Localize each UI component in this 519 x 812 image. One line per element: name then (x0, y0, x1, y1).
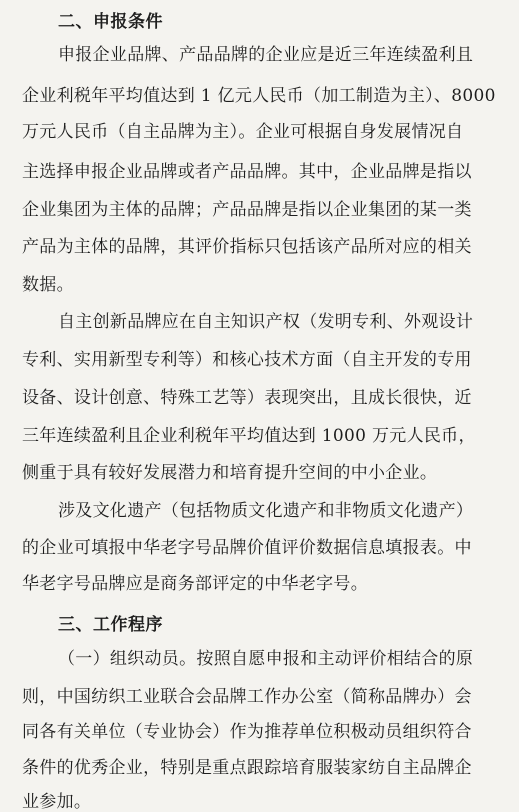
text-line: 则，中国纺织工业联合会品牌工作办公室（简称品牌办）会 (22, 687, 472, 707)
text-line: 涉及文化遗产（包括物质文化遗产和非物质文化遗产） (58, 501, 474, 521)
text-line: 产品为主体的品牌，其评价指标只包括该产品所对应的相关 (22, 237, 472, 257)
text-line: 申报企业品牌、产品品牌的企业应是近三年连续盈利且 (58, 45, 474, 65)
section-heading-procedure: 三、工作程序 (58, 615, 163, 635)
text-line: 侧重于具有较好发展潜力和培育提升空间的中小企业。 (22, 463, 438, 483)
text-line: 数据。 (22, 275, 74, 295)
text-line: 业参加。 (22, 792, 92, 812)
text-line: 企业利税年平均值达到 1 亿元人民币（加工制造为主）、8000 (22, 86, 496, 106)
section-heading-conditions: 二、申报条件 (58, 12, 163, 32)
text-line: 同各有关单位（专业协会）作为推荐单位积极动员组织符合 (22, 722, 472, 742)
text-line: 条件的优秀企业，特别是重点跟踪培育服装家纺自主品牌企 (22, 758, 472, 778)
text-line: 华老字号品牌应是商务部评定的中华老字号。 (22, 574, 368, 594)
text-line: 万元人民币（自主品牌为主）。企业可根据自身发展情况自 (22, 122, 464, 142)
text-line: 的企业可填报中华老字号品牌价值评价数据信息填报表。中 (22, 538, 472, 558)
text-line: 三年连续盈利且企业利税年平均值达到 1000 万元人民币， (22, 426, 476, 446)
text-line: 企业集团为主体的品牌；产品品牌是指以企业集团的某一类 (22, 200, 472, 220)
text-line: 自主创新品牌应在自主知识产权（发明专利、外观设计 (58, 312, 474, 332)
text-line: 专利、实用新型专利等）和核心技术方面（自主开发的专用 (22, 350, 472, 370)
text-line: 主选择申报企业品牌或者产品品牌。其中，企业品牌是指以 (22, 162, 472, 182)
text-line: 设备、设计创意、特殊工艺等）表现突出，且成长很快，近 (22, 388, 472, 408)
text-line: （一）组织动员。按照自愿申报和主动评价相结合的原 (58, 649, 474, 669)
